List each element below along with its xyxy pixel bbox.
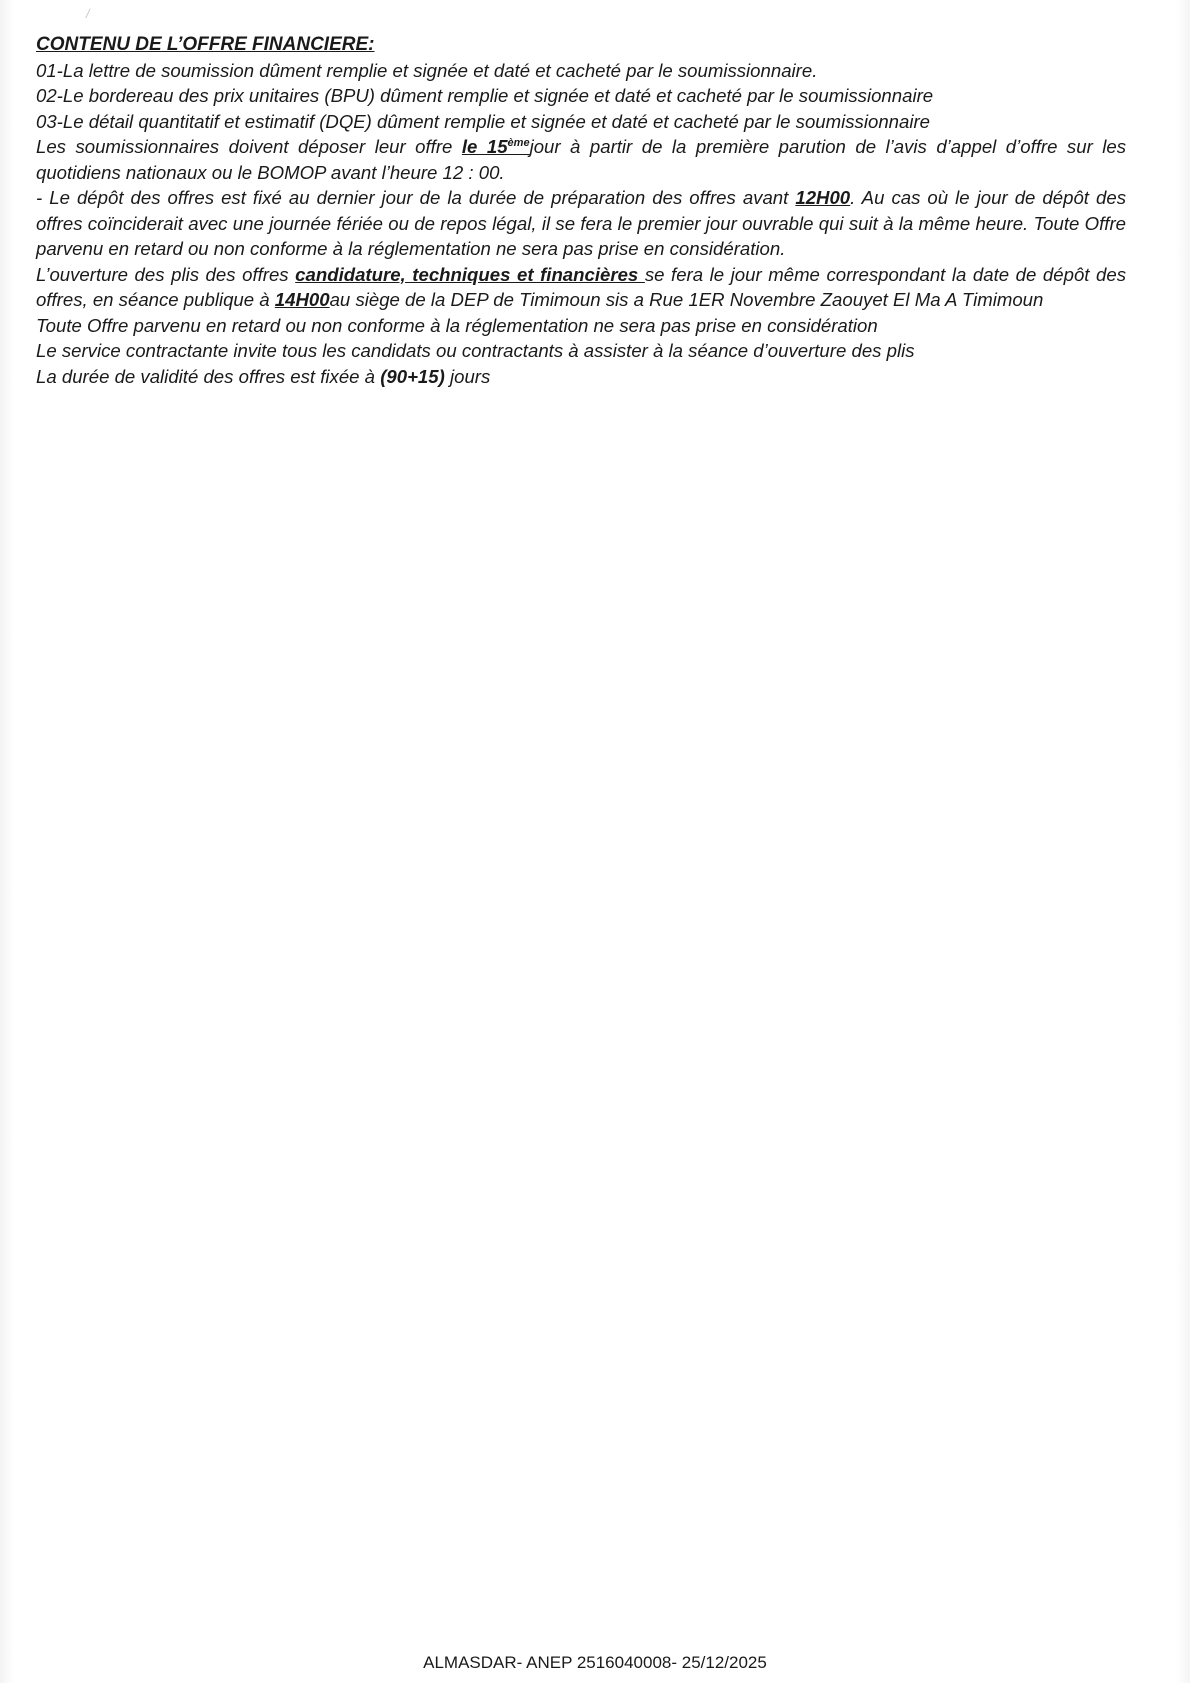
list-item: 03-Le détail quantitatif et estimatif (DQE) dûment remplie et signée et daté et cacheté par le soumissionnaire	[36, 110, 931, 132]
deposit-day: le 15ème	[461, 136, 530, 157]
document-body	[36, 32, 1126, 389]
opening-paragraph: L’ouverture des plis des offres candidature, techniques et financières se fera le jour même correspondant la date de dépôt des offres, en séance publique à 14H00au siège de la DEP de Timimoun sis a Rue 1ER Novembre Zaouyet El Ma A Timimoun	[36, 263, 1126, 310]
deadline-time: 12H00	[795, 187, 851, 208]
deposit-paragraph: Les soumissionnaires doivent déposer leur offre le 15èmejour à partir de la première parution de l’avis d’appel d’offre sur les quotidiens nationaux ou le BOMOP avant l’heure 12 : 00.	[36, 136, 1127, 183]
late-offer-notice: Toute Offre parvenu en retard ou non conforme à la réglementation ne sera pas prise en considération	[36, 314, 878, 336]
list-item: 02-Le bordereau des prix unitaires (BPU) dûment remplie et signée et daté et cacheté par le soumissionnaire	[36, 85, 934, 106]
scan-speck: /	[86, 6, 90, 21]
scan-edge-right	[1176, 0, 1190, 1683]
invitation-notice: Le service contractante invite tous les candidats ou contractants à assister à la séance d’ouverture des plis	[36, 340, 915, 361]
scan-edge-left	[0, 0, 14, 1683]
opening-time: 14H00	[274, 289, 330, 310]
publication-reference: ALMASDAR- ANEP 2516040008- 25/12/2025	[423, 1653, 767, 1672]
deadline-paragraph: - Le dépôt des offres est fixé au dernier jour de la durée de préparation des offres avant 12H00. Au cas où le jour de dépôt des offres coïnciderait avec une journée fériée ou de repos légal, il se fera le premier jour ouvrable qui suit à la même heure. Toute Offre parvenu en retard ou non conforme à la réglementation ne sera pas prise en considération.	[36, 187, 1126, 259]
validity-notice: La durée de validité des offres est fixée à (90+15) jours	[36, 365, 491, 387]
validity-duration: (90+15)	[380, 365, 445, 387]
opening-offer-kinds: candidature, techniques et financières	[295, 263, 645, 285]
list-item: 01-La lettre de soumission dûment remplie et signée et daté et cacheté par le soumissionnaire.	[36, 59, 818, 81]
section-heading: CONTENU DE L’OFFRE FINANCIERE:	[36, 34, 375, 55]
